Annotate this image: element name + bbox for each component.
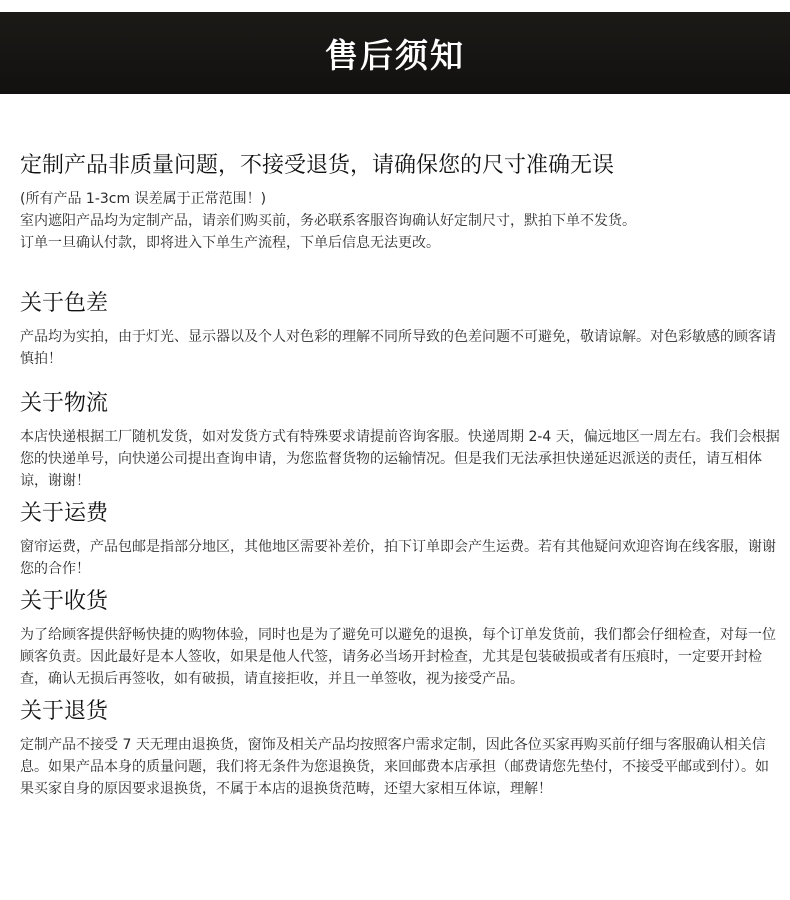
section-text-receiving: 为了给顾客提供舒畅快捷的购物体验，同时也是为了避免可以避免的退换，每个订单发货前，我们都会仔细检查，对每一位顾客负责。因此最好是本人签收，如果是他人代签，请务必当场开封检查，尤其是包装破损或者有压痕时，一定要开封检查，确认无损后再签收，如有破损，请直接拒收，并且一单签收，视为接受产品。	[20, 627, 776, 687]
intro-line-custom: 室内遮阳产品均为定制产品，请亲们购买前，务必联系客服咨询确认好定制尺寸，默拍下单不发货。	[20, 213, 636, 229]
notice-content	[20, 150, 780, 800]
intro-line-range: (所有产品 1-3cm 误差属于正常范围！)	[20, 191, 267, 207]
header-banner	[0, 12, 790, 94]
section-text-returns: 定制产品不接受 7 天无理由退换货，窗饰及相关产品均按照客户需求定制，因此各位买家再购买前仔细与客服确认相关信息。如果产品本身的质量问题，我们将无条件为您退换货，来回邮费本店承担（邮费请您先垫付，不接受平邮或到付）。如果买家自身的原因要求退换货，不属于本店的退换货范畴，还望大家相互体谅，理解！	[20, 737, 769, 797]
page-title: 售后须知	[325, 35, 465, 75]
section-title-shipping-fee: 关于运费	[20, 501, 109, 526]
section-color	[20, 288, 780, 370]
intro-line-order: 订单一旦确认付款，即将进入下单生产流程，下单后信息无法更改。	[20, 235, 440, 251]
section-returns	[20, 696, 780, 800]
section-title-receiving: 关于收货	[20, 589, 109, 614]
section-title-color: 关于色差	[20, 291, 109, 316]
section-title-returns: 关于退货	[20, 699, 109, 724]
section-text-logistics: 本店快递根据工厂随机发货，如对发货方式有特殊要求请提前咨询客服。快递周期 2-4 天，偏远地区一周左右。我们会根据您的快递单号，向快递公司提出查询申请，为您监督货物的运输情况。但是我们无法承担快递延迟派送的责任，请互相体谅，谢谢！	[20, 429, 780, 489]
section-logistics	[20, 388, 780, 492]
section-title-logistics: 关于物流	[20, 391, 109, 416]
section-receiving	[20, 586, 780, 690]
section-shipping-fee	[20, 498, 780, 580]
intro-title: 定制产品非质量问题，不接受退货，请确保您的尺寸准确无误	[20, 153, 615, 178]
intro-section	[20, 150, 780, 254]
section-text-color: 产品均为实拍，由于灯光、显示器以及个人对色彩的理解不同所导致的色差问题不可避免，敬请谅解。对色彩敏感的顾客请慎拍！	[20, 329, 776, 367]
section-text-shipping-fee: 窗帘运费，产品包邮是指部分地区，其他地区需要补差价，拍下订单即会产生运费。若有其他疑问欢迎咨询在线客服，谢谢您的合作！	[20, 539, 776, 577]
